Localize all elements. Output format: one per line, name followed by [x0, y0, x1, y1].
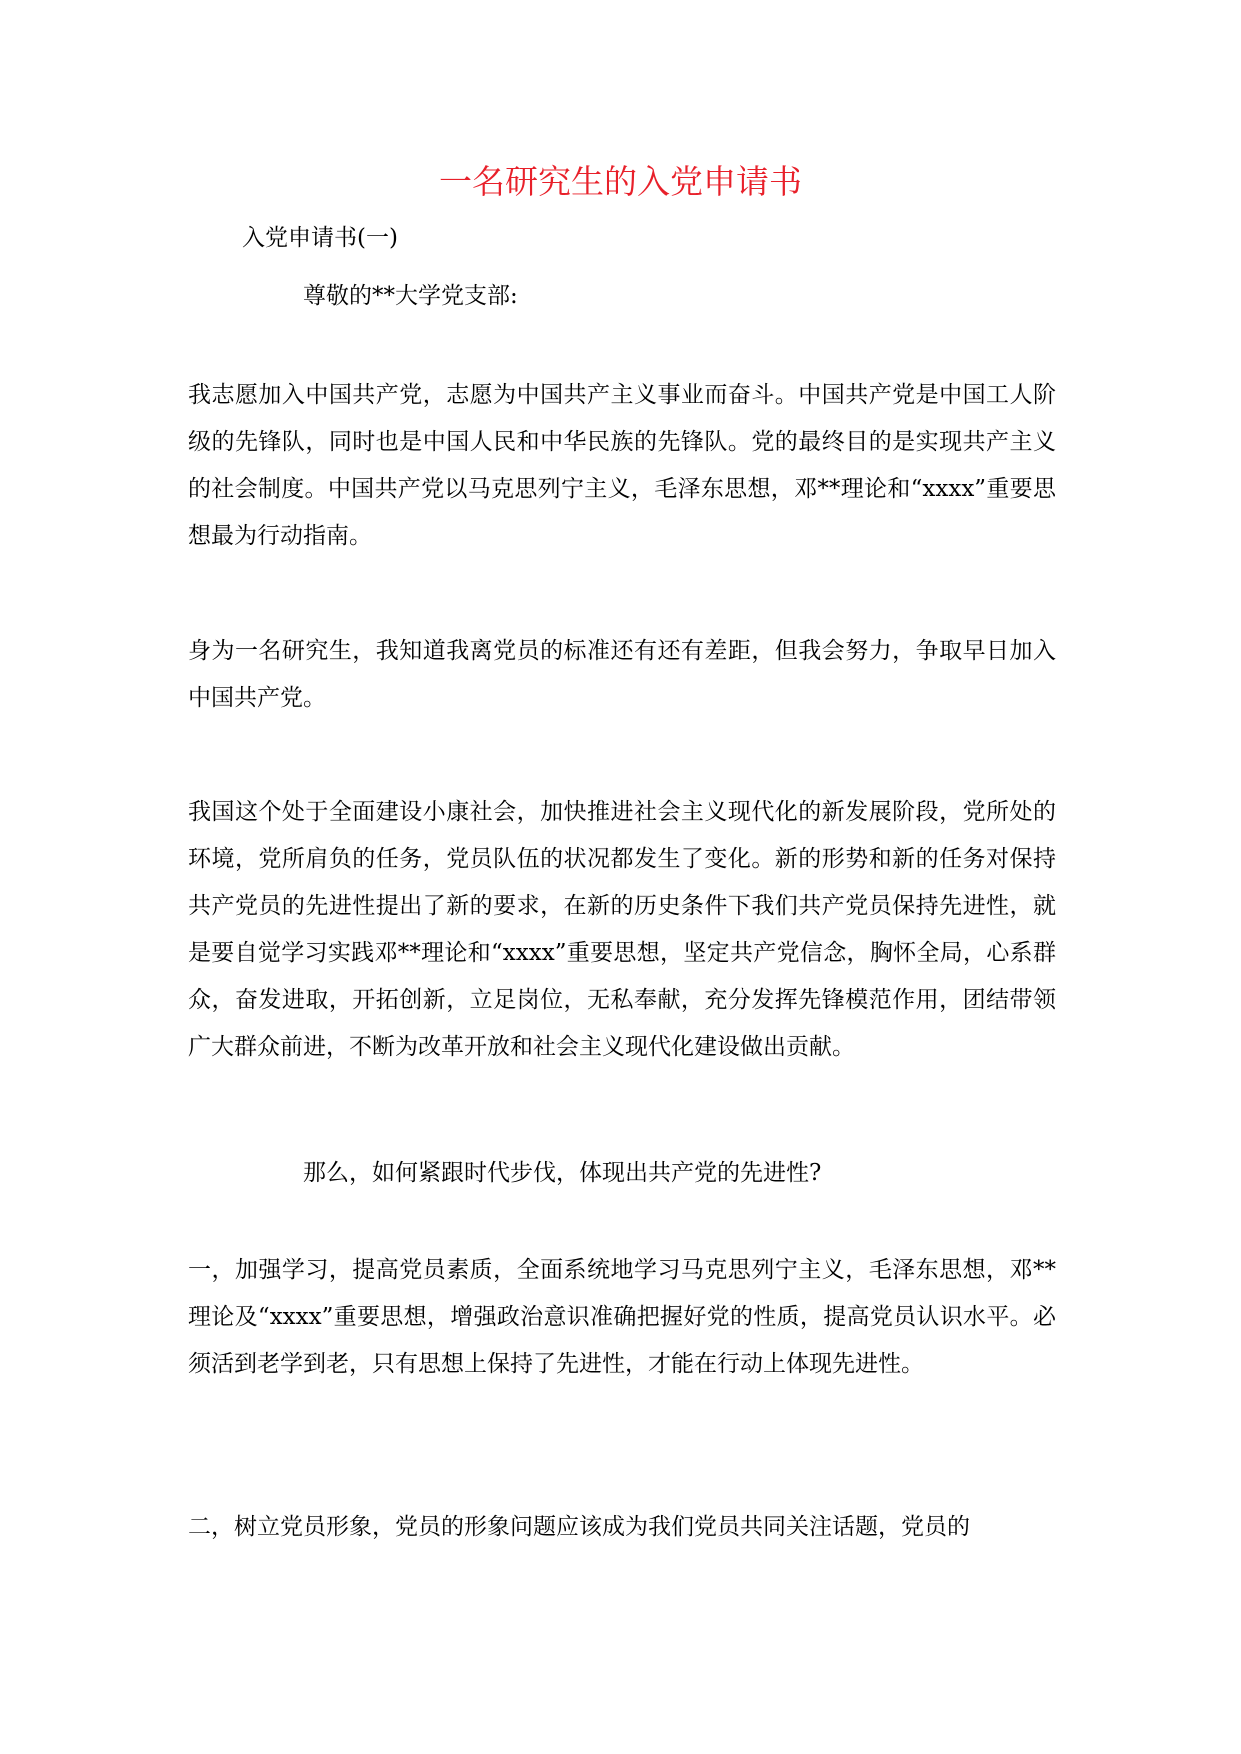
document-title: 一名研究生的入党申请书: [439, 162, 802, 201]
document-subtitle: 入党申请书(一): [242, 225, 398, 251]
paragraph-3: 我国这个处于全面建设小康社会，加快推进社会主义现代化的新发展阶段，党所处的环境，党所肩负的任务，党员队伍的状况都发生了变化。新的形势和新的任务对保持共产党员的先进性提出了新的要求，在新的历史条件下我们共产党员保持先进性，就是要自觉学习实践邓**理论和“xxxx”重要思想，坚定共产党信念，胸怀全局，心系群众，奋发进取，开拓创新，立足岗位，无私奉献，充分发挥先锋模范作用，团结带领广大群众前进，不断为改革开放和社会主义现代化建设做出贡献。: [188, 799, 1056, 1060]
point-two: 二，树立党员形象，党员的形象问题应该成为我们党员共同关注话题，党员的: [188, 1514, 970, 1540]
paragraph-1: 我志愿加入中国共产党，志愿为中国共产主义事业而奋斗。中国共产党是中国工人阶级的先锋队，同时也是中国人民和中华民族的先锋队。党的最终目的是实现共产主义的社会制度。中国共产党以马克思列宁主义，毛泽东思想，邓**理论和“xxxx”重要思想最为行动指南。: [188, 382, 1056, 549]
paragraph-2: 身为一名研究生，我知道我离党员的标准还有还有差距，但我会努力，争取早日加入中国共产党。: [188, 638, 1056, 711]
salutation: 尊敬的**大学党支部:: [303, 283, 518, 309]
point-one: 一，加强学习，提高党员素质，全面系统地学习马克思列宁主义，毛泽东思想，邓**理论及“xxxx”重要思想，增强政治意识准确把握好党的性质，提高党员认识水平。必须活到老学到老，只有思想上保持了先进性，才能在行动上体现先进性。: [188, 1257, 1056, 1377]
question-line: 那么，如何紧跟时代步伐，体现出共产党的先进性?: [303, 1160, 822, 1186]
